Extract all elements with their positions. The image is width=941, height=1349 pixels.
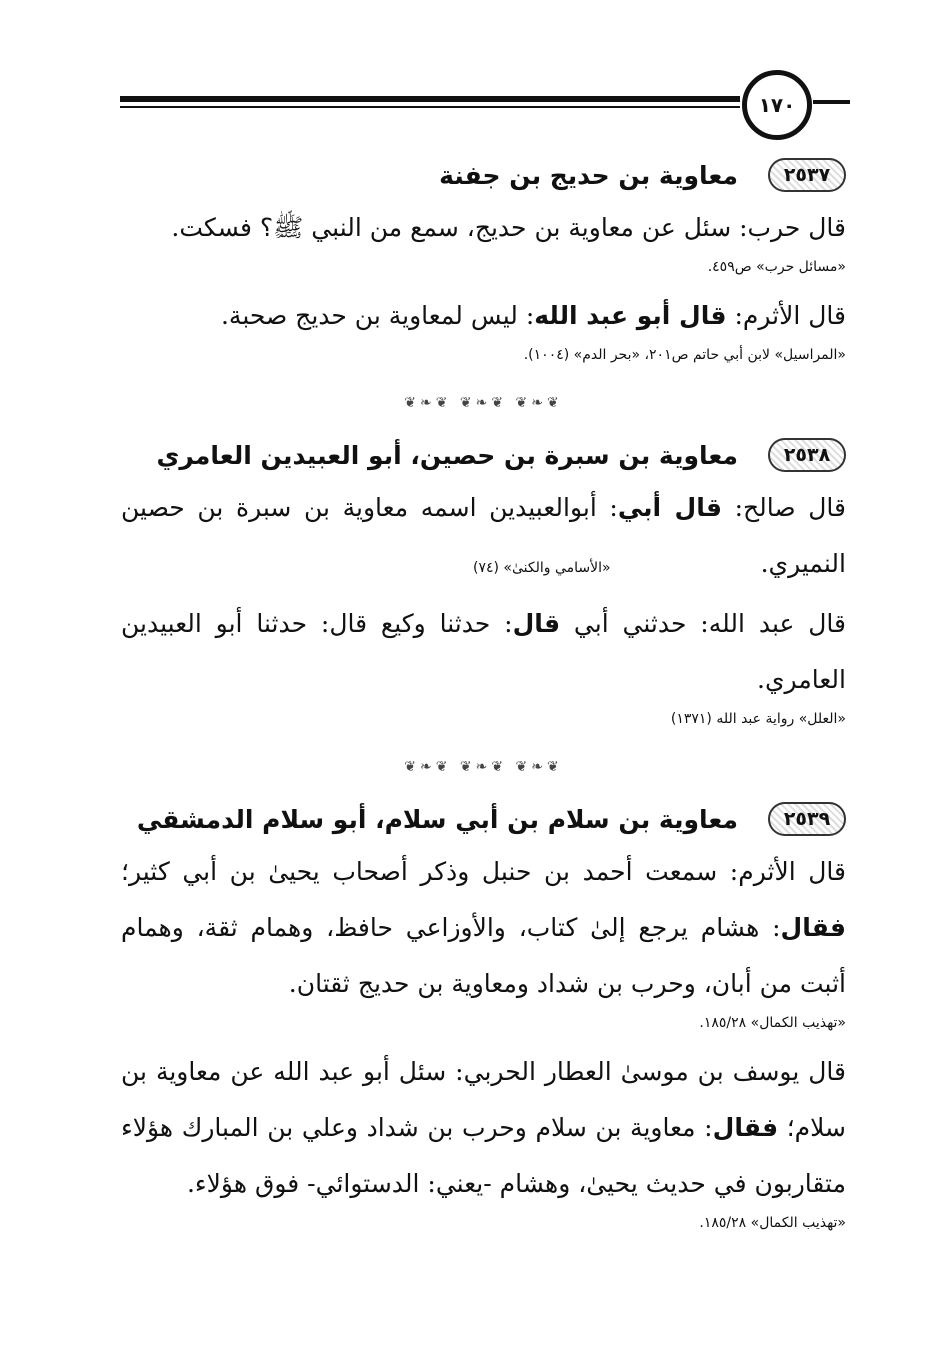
narration: قال يوسف بن موسىٰ العطار الحربي: سئل أبو عبد الله عن معاوية بن سلام؛ فقال: معاوية بن سلام وحرب بن شداد وعلي بن المبارك هؤلاء متقاربون في حديث يحيىٰ، وهشام -يعني: الدستوائي- فوق هؤلاء. bbox=[121, 1057, 846, 1198]
narration: قال الأثرم: قال أبو عبد الله: ليس لمعاوية بن حديج صحبة. bbox=[220, 301, 846, 330]
page-header bbox=[120, 70, 850, 140]
narration: قال صالح: قال أبي: أبوالعبيدين اسمه معاوية بن سبرة بن حصين النميري.«الأسامي والكنىٰ» (٧٤) bbox=[121, 493, 847, 578]
header-rule bbox=[120, 96, 740, 102]
source-citation: «تهذيب الكمال» ١٨٥/٢٨. bbox=[699, 1015, 846, 1031]
section-divider: ❦❧❦ ❦❧❦ ❦❧❦ bbox=[404, 759, 563, 775]
header-rule-right bbox=[813, 100, 850, 104]
entry-header bbox=[121, 430, 846, 480]
entry-header bbox=[121, 150, 846, 200]
source-citation: «مسائل حرب» ص٤٥٩. bbox=[707, 259, 846, 275]
page-number: ١٧٠ bbox=[758, 93, 796, 117]
entry-title: معاوية بن سلام بن أبي سلام، أبو سلام الدمشقي bbox=[136, 804, 738, 834]
entry bbox=[121, 430, 846, 730]
entry-number-badge: ٢٥٣٨ bbox=[768, 438, 846, 472]
entry-title: معاوية بن حديج بن جفنة bbox=[439, 160, 738, 190]
entry bbox=[121, 794, 846, 1234]
source-citation: «العلل» رواية عبد الله (١٣٧١) bbox=[670, 711, 846, 727]
source-citation: «تهذيب الكمال» ١٨٥/٢٨. bbox=[699, 1215, 846, 1231]
source-citation: «الأسامي والكنىٰ» (٧٤) bbox=[472, 560, 611, 576]
entry-number-badge: ٢٥٣٧ bbox=[768, 158, 846, 192]
entry-header bbox=[121, 794, 846, 844]
header-rule-thin bbox=[120, 106, 740, 108]
entry-title: معاوية بن سبرة بن حصين، أبو العبيدين العامري bbox=[156, 440, 738, 470]
section-divider: ❦❧❦ ❦❧❦ ❦❧❦ bbox=[404, 395, 563, 411]
narration: قال حرب: سئل عن معاوية بن حديج، سمع من النبي ﷺ؟ فسكت. bbox=[171, 213, 846, 242]
narration: قال عبد الله: حدثني أبي قال: حدثنا وكيع قال: حدثنا أبو العبيدين العامري. bbox=[121, 609, 847, 694]
narration: قال الأثرم: سمعت أحمد بن حنبل وذكر أصحاب يحيىٰ بن أبي كثير؛ فقال: هشام يرجع إلىٰ كتاب، والأوزاعي حافظ، وهمام ثقة، وهمام أثبت من أبان، وحرب بن شداد ومعاوية بن حديج ثقتان. bbox=[121, 857, 846, 998]
page-number-badge bbox=[742, 70, 812, 140]
page-content bbox=[121, 150, 846, 1244]
entry bbox=[121, 150, 846, 366]
source-citation: «المراسيل» لابن أبي حاتم ص٢٠١، «بحر الدم» (١٠٠٤). bbox=[523, 347, 846, 363]
entry-number-badge: ٢٥٣٩ bbox=[768, 802, 846, 836]
